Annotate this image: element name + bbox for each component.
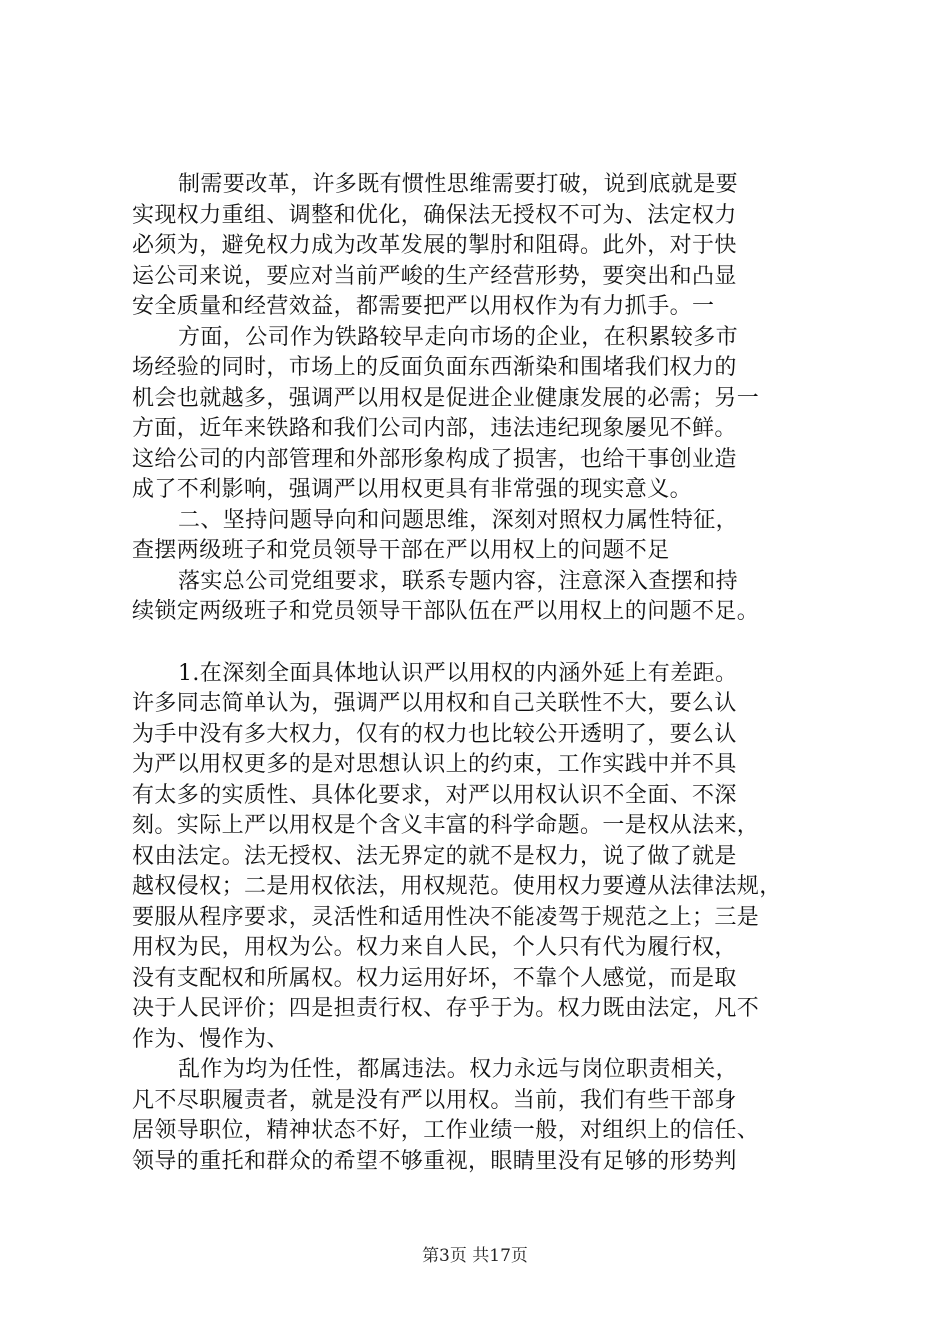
text-line: 居领导职位，精神状态不好，工作业绩一般，对组织上的信任、 — [132, 1118, 760, 1143]
text-line: 许多同志简单认为，强调严以用权和自己关联性不大，要么认 — [132, 691, 737, 716]
text-line: 查摆两级班子和党员领导干部在严以用权上的问题不足 — [132, 538, 670, 563]
text-line: 乱作为均为任性，都属违法。权力永远与岗位职责相关， — [178, 1057, 739, 1082]
text-line: 二、坚持问题导向和问题思维，深刻对照权力属性特征， — [178, 507, 739, 533]
text-line: 成了不利影响，强调严以用权更具有非常强的现实意义。 — [132, 477, 693, 502]
text-line: 方面，近年来铁路和我们公司内部，违法违纪现象屡见不鲜。 — [132, 416, 737, 441]
text-line: 为严以用权更多的是对思想认识上的约束，工作实践中并不具 — [132, 752, 737, 777]
page-footer — [0, 1246, 950, 1266]
text-line: 越权侵权；二是用权依法，用权规范。使用权力要遵从法律法规， — [132, 874, 782, 899]
paragraph-gap — [132, 628, 832, 659]
text-line: 要服从程序要求，灵活性和适用性决不能凌驾于规范之上；三是 — [132, 904, 760, 930]
text-line: 这给公司的内部管理和外部形象构成了损害，也给干事创业造 — [132, 446, 737, 472]
text-line: 必须为，避免权力成为改革发展的掣肘和阻碍。此外，对于快 — [132, 233, 737, 258]
text-line: 凡不尽职履责者，就是没有严以用权。当前，我们有些干部身 — [132, 1087, 737, 1113]
text-line: 刻。实际上严以用权是个含义丰富的科学命题。一是权从法来， — [132, 813, 760, 838]
text-line: 决于人民评价；四是担责行权、存乎于为。权力既由法定，凡不 — [132, 996, 760, 1021]
text-line: 权由法定。法无授权、法无界定的就不是权力，说了做了就是 — [132, 843, 737, 869]
text-line: 场经验的同时，市场上的反面负面东西渐染和围堵我们权力的 — [132, 355, 737, 380]
text-line: 作为、慢作为、 — [132, 1026, 289, 1052]
text-line: 用权为民，用权为公。权力来自人民，个人只有代为履行权， — [132, 935, 737, 960]
text-line: 续锁定两级班子和党员领导干部队伍在严以用权上的问题不足。 — [132, 599, 760, 624]
text-line: 领导的重托和群众的希望不够重视，眼睛里没有足够的形势判 — [132, 1148, 737, 1174]
text-line: 制需要改革，许多既有惯性思维需要打破，说到底就是要 — [178, 172, 739, 197]
text-line: 运公司来说，要应对当前严峻的生产经营形势，要突出和凸显 — [132, 263, 737, 289]
text-line: 实现权力重组、调整和优化，确保法无授权不可为、法定权力 — [132, 202, 737, 228]
body-text — [132, 170, 832, 1177]
text-line: 1.在深刻全面具体地认识严以用权的内涵外延上有差距。 — [178, 660, 738, 686]
text-line: 安全质量和经营效益，都需要把严以用权作为有力抓手。一 — [132, 294, 715, 319]
text-line: 没有支配权和所属权。权力运用好坏，不靠个人感觉，而是取 — [132, 965, 737, 991]
text-line: 方面，公司作为铁路较早走向市场的企业，在积累较多市 — [178, 324, 739, 350]
page-number-label: 第3页 共17页 — [422, 1246, 528, 1266]
text-line: 为手中没有多大权力，仅有的权力也比较公开透明了，要么认 — [132, 721, 737, 747]
text-line: 有太多的实质性、具体化要求，对严以用权认识不全面、不深 — [132, 782, 737, 808]
text-line: 落实总公司党组要求，联系专题内容，注意深入查摆和持 — [178, 568, 739, 594]
text-line: 机会也就越多，强调严以用权是促进企业健康发展的必需；另一 — [132, 385, 760, 411]
